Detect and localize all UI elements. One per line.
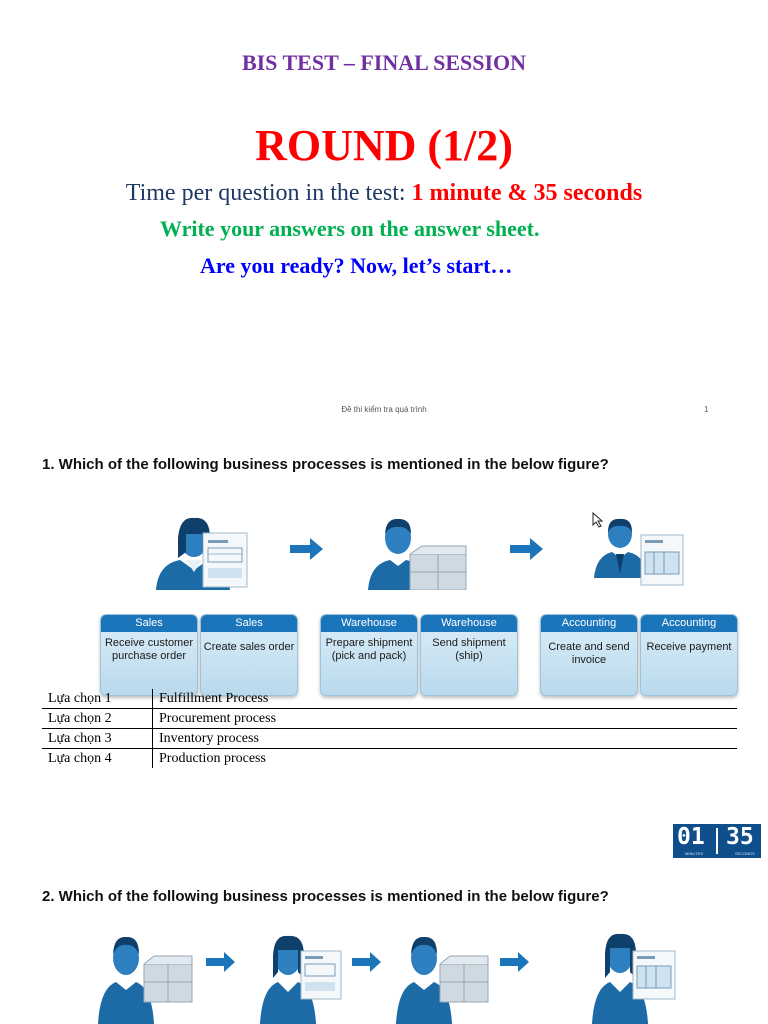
timer-minutes-label: MINUTES xyxy=(685,851,703,856)
option-label: Lựa chọn 4 xyxy=(42,749,153,769)
process-dept: Accounting xyxy=(541,615,637,632)
countdown-timer xyxy=(673,824,761,858)
option-label: Lựa chọn 1 xyxy=(42,689,153,709)
process-action: Receive payment xyxy=(646,641,732,653)
right-arrow-icon xyxy=(290,538,324,560)
page-number: 1 xyxy=(704,405,709,414)
timer-separator xyxy=(716,828,718,854)
timer-minutes: 01 xyxy=(677,824,705,850)
process-dept: Sales xyxy=(201,615,297,632)
option-row xyxy=(42,749,737,769)
process-card xyxy=(640,614,738,696)
time-per-question xyxy=(0,180,768,207)
right-arrow-icon xyxy=(206,952,236,972)
time-prefix: Time per question in the test: xyxy=(125,180,412,206)
process-action: Create sales order xyxy=(203,641,295,653)
option-text: Fulfillment Process xyxy=(153,689,738,709)
option-row xyxy=(42,729,737,749)
test-title: BIS TEST – FINAL SESSION xyxy=(241,50,527,75)
question-2-text: 2. Which of the following business processes is mentioned in the below figure? xyxy=(42,888,609,905)
ready-prompt: Are you ready? Now, let’s start… xyxy=(200,253,513,278)
process-card xyxy=(420,614,518,696)
timer-seconds: 35 xyxy=(726,824,754,850)
process-card xyxy=(320,614,418,696)
process-dept: Accounting xyxy=(641,615,737,632)
process-action: Prepare shipment (pick and pack) xyxy=(325,637,413,662)
purchase-order-document-icon xyxy=(202,532,250,588)
process-action: Create and send invoice xyxy=(548,641,630,666)
write-instruction: Write your answers on the answer sheet. xyxy=(160,216,540,241)
round-heading: ROUND (1/2) xyxy=(255,121,513,170)
option-text: Production process xyxy=(159,751,266,766)
option-label: Lựa chọn 2 xyxy=(42,709,153,729)
timer-seconds-label: SECONDS xyxy=(735,851,755,856)
cursor-icon xyxy=(592,512,604,528)
process-card xyxy=(540,614,638,696)
boxes-icon xyxy=(142,954,194,1004)
option-row xyxy=(42,709,737,729)
process-action: Receive customer purchase order xyxy=(104,637,194,662)
option-label: Lựa chọn 3 xyxy=(42,729,153,749)
purchase-order-document-icon xyxy=(300,950,342,1000)
boxes-icon xyxy=(438,954,490,1004)
option-text: Inventory process xyxy=(153,729,738,749)
time-value: 1 minute & 35 seconds xyxy=(411,180,643,206)
process-card xyxy=(200,614,298,696)
answer-options-table xyxy=(42,689,737,768)
question-1-text: 1. Which of the following business processes is mentioned in the below figure? xyxy=(42,456,609,473)
right-arrow-icon xyxy=(500,952,530,972)
right-arrow-icon xyxy=(510,538,544,560)
option-row xyxy=(42,689,737,709)
process-dept: Warehouse xyxy=(321,615,417,632)
footer-text: Đề thi kiểm tra quá trình xyxy=(341,405,427,414)
boxes-icon xyxy=(408,544,468,590)
process-card xyxy=(100,614,198,696)
invoice-document-icon xyxy=(640,534,684,586)
process-dept: Warehouse xyxy=(421,615,517,632)
process-action: Send shipment (ship) xyxy=(432,637,506,662)
process-dept: Sales xyxy=(101,615,197,632)
invoice-document-icon xyxy=(632,950,676,1000)
right-arrow-icon xyxy=(352,952,382,972)
option-text: Procurement process xyxy=(153,709,738,729)
